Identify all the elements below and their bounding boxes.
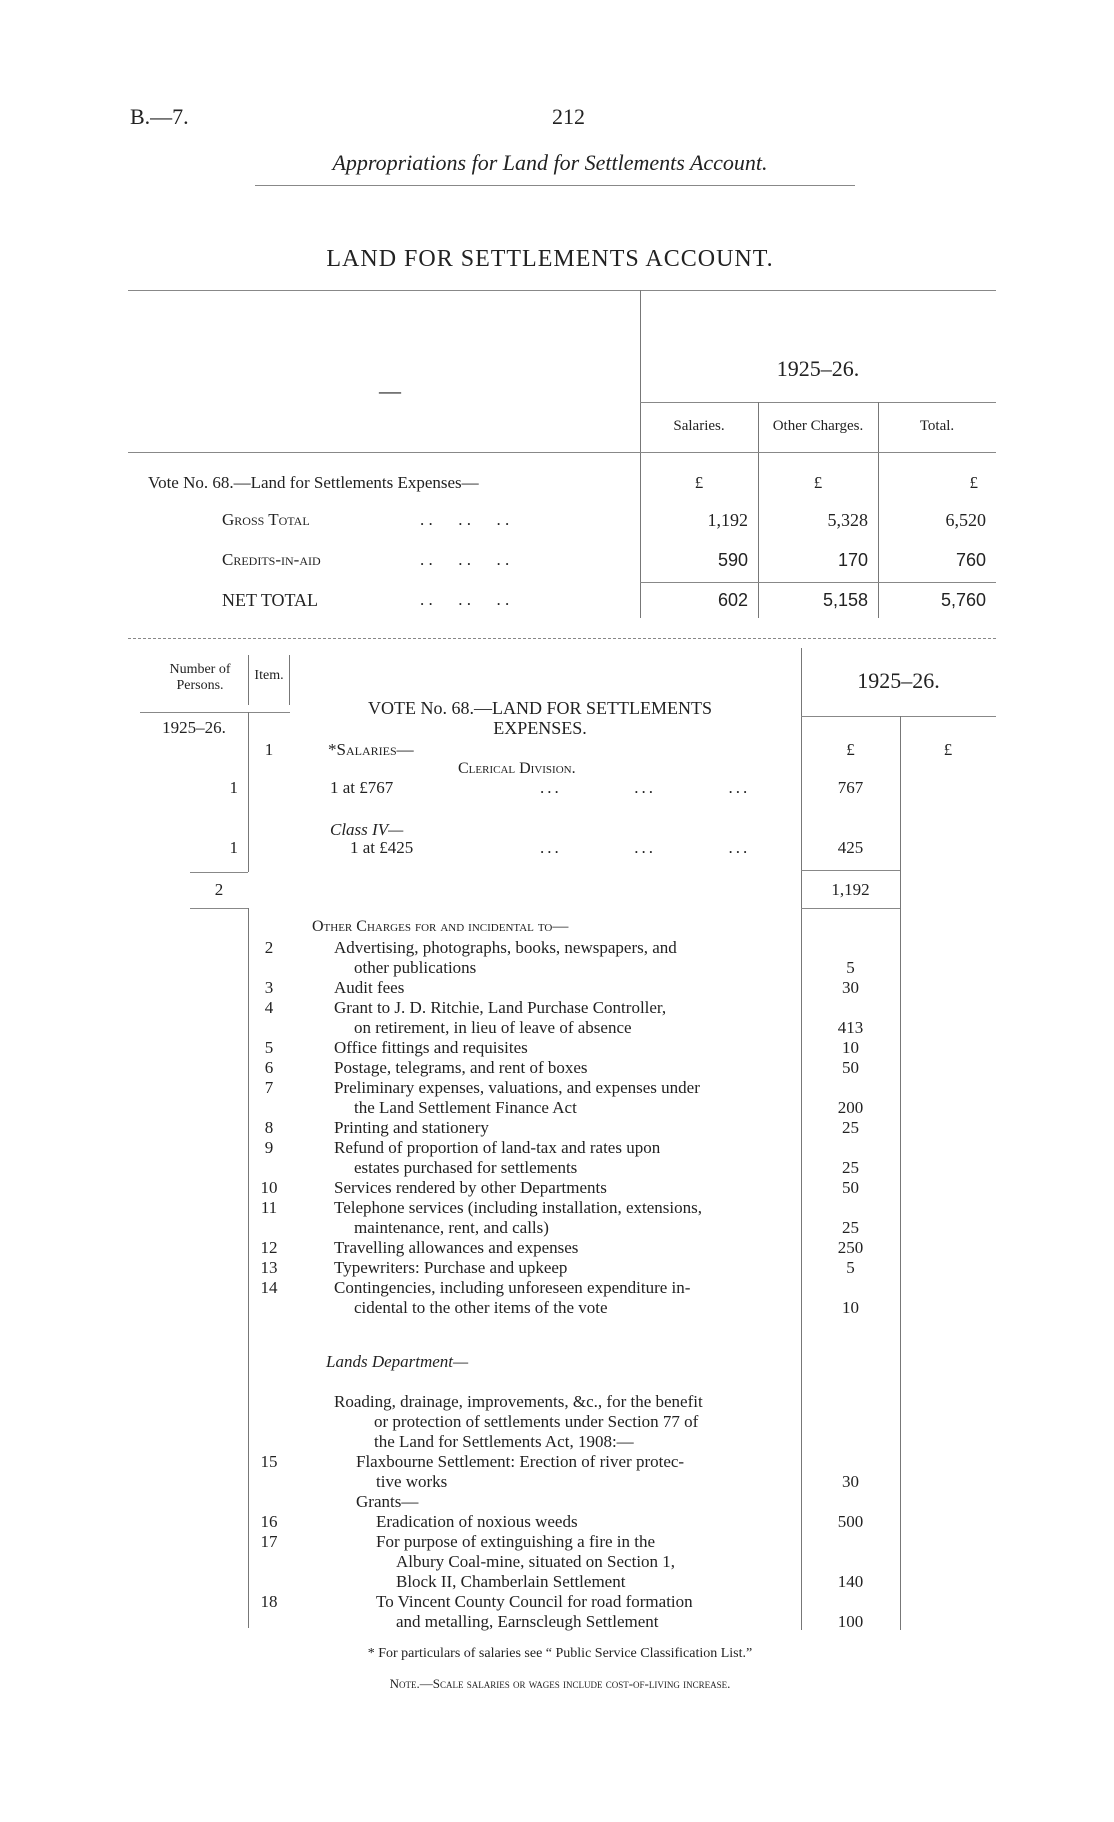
- flax-amount: 30: [842, 1472, 859, 1491]
- other-charge-text: Preliminary expenses, valuations, and expenses under: [334, 1078, 700, 1097]
- vote-title-line: VOTE No. 68.—LAND FOR SETTLEMENTS: [368, 698, 712, 718]
- class-iv-line: 1 at £425: [350, 838, 414, 857]
- leader-dots: . . . . . .: [420, 550, 510, 569]
- net-total-label: NET TOTAL: [222, 590, 319, 610]
- page-number: 212: [552, 104, 585, 129]
- net-total: 5,760: [940, 590, 986, 610]
- grant-17-line: Block II, Chamberlain Settlement: [396, 1572, 626, 1591]
- vote-title: [300, 698, 780, 738]
- vote-label: Vote No. 68.—Land for Settlements Expenses—: [148, 473, 479, 492]
- col-salaries: Salaries.: [673, 418, 725, 434]
- other-charge-item-number: 14: [260, 1278, 278, 1297]
- other-charge-amount: 5: [846, 1258, 855, 1277]
- class-iv-heading: Class IV—: [330, 820, 404, 839]
- other-charge-text: Services rendered by other Departments: [334, 1178, 607, 1197]
- footnote: * For particulars of salaries see “ Public Service Classification List.”: [367, 1646, 753, 1661]
- grant-17-line: For purpose of extinguishing a fire in the: [376, 1532, 656, 1551]
- credits-salaries: 590: [717, 550, 748, 570]
- col-number-of-persons: Number of Persons.: [169, 662, 231, 693]
- other-charge-amount: 50: [842, 1058, 859, 1077]
- flax-line: tive works: [376, 1472, 448, 1491]
- gross-total: 6,520: [945, 510, 986, 530]
- other-charge-text: other publications: [354, 958, 477, 977]
- other-charge-text: maintenance, rent, and calls): [354, 1218, 549, 1237]
- grant-18-amount: 100: [837, 1612, 864, 1631]
- total-persons: 2: [214, 880, 224, 899]
- leader-dots: ... ... ...: [540, 778, 751, 797]
- salaries-total: 1,192: [831, 880, 870, 899]
- grants-heading: Grants—: [356, 1492, 419, 1511]
- pound-sign: £: [694, 473, 704, 492]
- other-charge-text: Refund of proportion of land-tax and rates upon: [334, 1138, 661, 1157]
- grant-16-amount: 500: [837, 1512, 864, 1531]
- grant-18-text: [376, 1592, 796, 1632]
- pound-sign: £: [969, 473, 978, 492]
- roading-line: Roading, drainage, improvements, &c., for the benefit: [334, 1392, 703, 1411]
- page-heading: LAND FOR SETTLEMENTS ACCOUNT.: [326, 246, 774, 272]
- salaries-heading: *Salaries—: [328, 740, 414, 759]
- class-iv-amount: 425: [837, 838, 864, 857]
- other-charge-item-number: 13: [260, 1258, 278, 1277]
- other-charge-item-number: 10: [260, 1178, 278, 1197]
- vote-title-line: EXPENSES.: [493, 718, 587, 738]
- other-charge-item-number: 7: [264, 1078, 274, 1097]
- other-charge-text: estates purchased for settlements: [354, 1158, 578, 1177]
- other-charge-text: Postage, telegrams, and rent of boxes: [334, 1058, 588, 1077]
- other-charge-text: Advertising, photographs, books, newspapers, and: [334, 938, 677, 957]
- other-charge-amount: 200: [837, 1098, 864, 1117]
- credits-label: Credits-in-aid: [222, 550, 321, 569]
- summary-year: 1925–26.: [776, 356, 860, 381]
- salaries-item: 1: [264, 740, 274, 759]
- credits-other: 170: [837, 550, 868, 570]
- class-iv-persons: 1: [229, 838, 238, 857]
- flax-paragraph: [356, 1452, 796, 1492]
- gross-other: 5,328: [827, 510, 868, 530]
- other-charge-text: Grant to J. D. Ritchie, Land Purchase Controller,: [334, 998, 667, 1017]
- clerical-amount: 767: [837, 778, 864, 797]
- net-other: 5,158: [822, 590, 868, 610]
- clerical-persons: 1: [229, 778, 238, 797]
- summary-dash: —: [379, 378, 401, 403]
- other-charge-text: Contingencies, including unforeseen expenditure in-: [334, 1278, 691, 1297]
- other-charge-amount: 25: [842, 1118, 859, 1137]
- grant-16-item: 16: [260, 1512, 278, 1531]
- gross-total-label: Gross Total: [222, 510, 310, 529]
- col-total: Total.: [919, 418, 955, 434]
- other-charge-text: Travelling allowances and expenses: [334, 1238, 579, 1257]
- leader-dots: . . . . . .: [420, 590, 510, 609]
- other-charge-amount: 30: [842, 978, 859, 997]
- other-charge-text: Office fittings and requisites: [334, 1038, 528, 1057]
- leader-dots: ... ... ...: [540, 838, 751, 857]
- col-other-charges: Other Charges.: [772, 418, 864, 434]
- lands-department-heading: Lands Department—: [326, 1352, 469, 1371]
- credits-total: 760: [955, 550, 986, 570]
- pound-sign: £: [813, 473, 823, 492]
- other-charge-amount: 5: [846, 958, 855, 977]
- other-charge-text: Typewriters: Purchase and upkeep: [334, 1258, 568, 1277]
- grant-17-line: Albury Coal-mine, situated on Section 1,: [396, 1552, 676, 1571]
- other-charge-amount: 413: [837, 1018, 864, 1037]
- gross-salaries: 1,192: [707, 510, 748, 530]
- other-charge-item-number: 9: [264, 1138, 274, 1157]
- other-charges-heading: Other Charges for and incidental to—: [312, 918, 569, 935]
- other-charge-amount: 250: [837, 1238, 864, 1257]
- other-charge-text: cidental to the other items of the vote: [354, 1298, 608, 1317]
- col-item: Item.: [254, 668, 284, 683]
- grant-17-text: [376, 1532, 796, 1592]
- other-charge-amount: 50: [842, 1178, 859, 1197]
- other-charge-item-number: 12: [260, 1238, 278, 1257]
- other-charge-item-number: 11: [260, 1198, 278, 1217]
- pound-sign: £: [846, 740, 855, 759]
- other-charge-amount: 10: [842, 1038, 859, 1057]
- year-right: 1925–26.: [857, 668, 940, 693]
- other-charge-text: Printing and stationery: [334, 1118, 489, 1137]
- grant-18-line: and metalling, Earnscleugh Settlement: [396, 1612, 659, 1631]
- other-charge-text: Telephone services (including installation, extensions,: [334, 1198, 702, 1217]
- other-charge-text: the Land Settlement Finance Act: [354, 1098, 577, 1117]
- roading-paragraph: [334, 1392, 794, 1452]
- grant-18-line: To Vincent County Council for road formation: [376, 1592, 693, 1611]
- other-charge-amount: 25: [842, 1218, 859, 1237]
- grant-17-item: 17: [260, 1532, 278, 1551]
- page-ref: B.—7.: [130, 104, 189, 129]
- header-rule: [255, 185, 855, 186]
- other-charge-text: Audit fees: [334, 978, 405, 997]
- clerical-line: 1 at £767: [330, 778, 394, 797]
- flax-line: Flaxbourne Settlement: Erection of river protec-: [356, 1452, 685, 1471]
- grant-16-text: Eradication of noxious weeds: [376, 1512, 578, 1531]
- flax-item: 15: [260, 1452, 278, 1471]
- note: Note.—Scale salaries or wages include cost-of-living increase.: [389, 1676, 731, 1691]
- other-charge-amount: 10: [842, 1298, 859, 1317]
- clerical-division: Clerical Division.: [458, 760, 576, 777]
- running-title: Appropriations for Land for Settlements Account.: [332, 150, 768, 175]
- other-charge-item-number: 3: [264, 978, 274, 997]
- grant-17-amount: 140: [837, 1572, 864, 1591]
- roading-line: or protection of settlements under Section 77 of: [374, 1412, 699, 1431]
- other-charge-amount: 25: [842, 1158, 859, 1177]
- other-charge-item-number: 5: [264, 1038, 274, 1057]
- other-charge-item-number: 6: [264, 1058, 274, 1077]
- other-charge-item-number: 2: [264, 938, 274, 957]
- pound-sign: £: [943, 740, 953, 759]
- other-charge-item-number: 8: [264, 1118, 274, 1137]
- year-left: 1925–26.: [162, 718, 226, 737]
- other-charge-text: on retirement, in lieu of leave of absence: [354, 1018, 632, 1037]
- leader-dots: . . . . . .: [420, 510, 510, 529]
- grant-18-item: 18: [260, 1592, 278, 1611]
- roading-line: the Land for Settlements Act, 1908:—: [374, 1432, 634, 1451]
- other-charge-item-number: 4: [264, 998, 274, 1017]
- net-salaries: 602: [717, 590, 748, 610]
